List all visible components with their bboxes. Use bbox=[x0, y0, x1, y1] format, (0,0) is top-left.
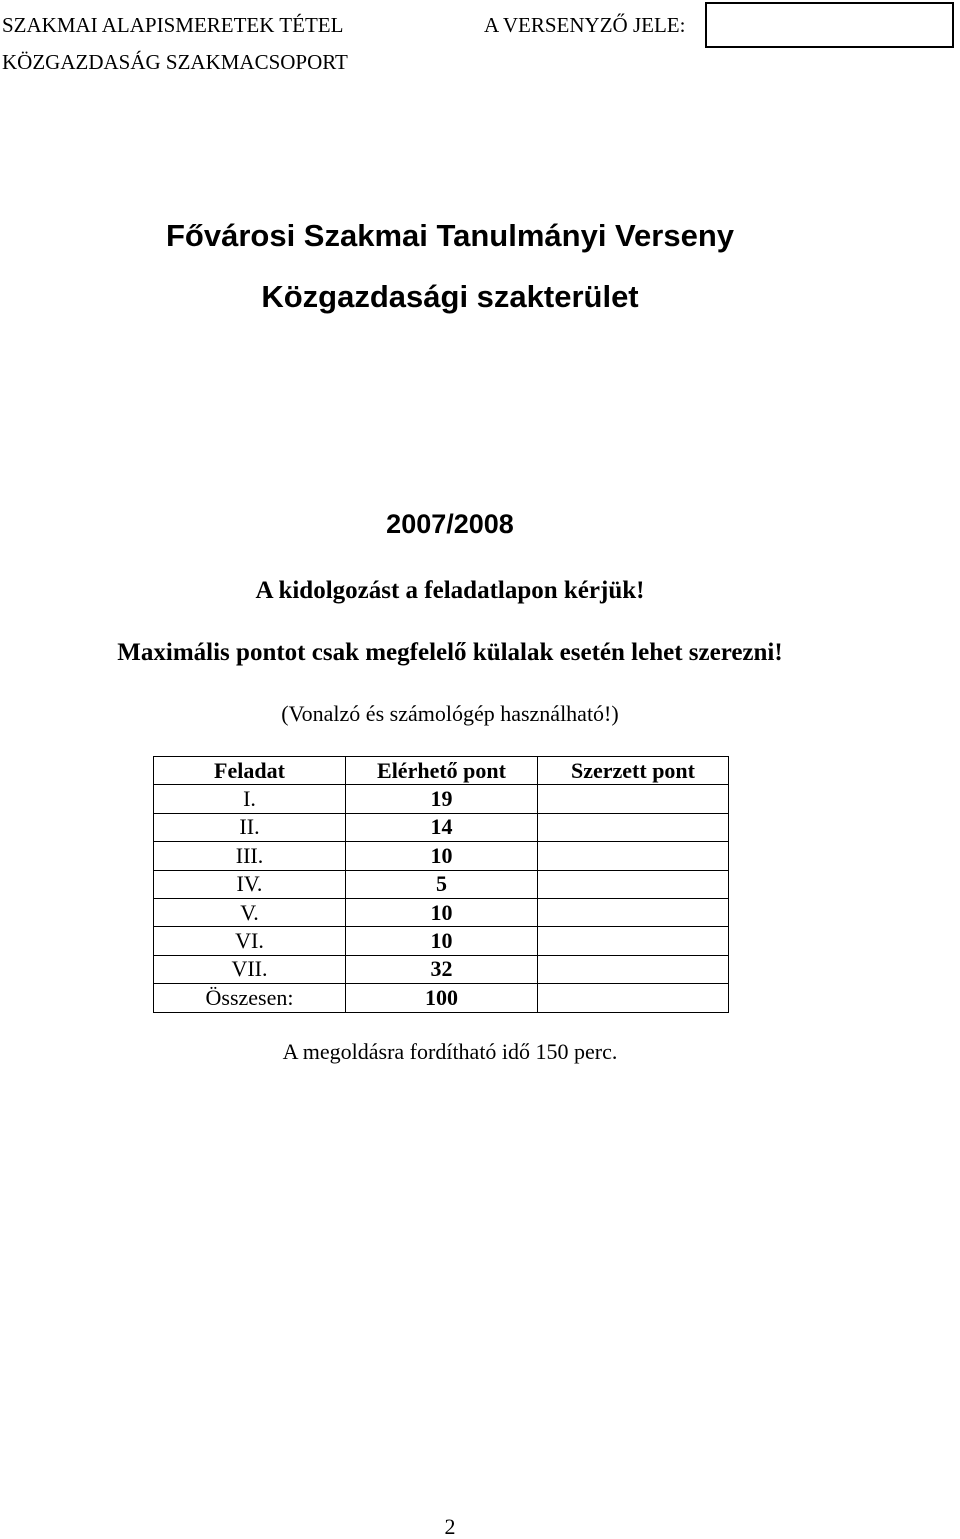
task-cell: V. bbox=[154, 898, 346, 926]
header-earned-points: Szerzett pont bbox=[538, 757, 729, 785]
page-subtitle: Közgazdasági szakterület bbox=[261, 279, 639, 314]
max-points-cell: 19 bbox=[346, 785, 538, 813]
task-cell: I. bbox=[154, 785, 346, 813]
max-points-cell: 14 bbox=[346, 813, 538, 841]
header-subject: SZAKMAI ALAPISMERETEK TÉTEL bbox=[2, 13, 344, 37]
earned-points-cell[interactable] bbox=[538, 898, 729, 926]
page-number: 2 bbox=[444, 1514, 456, 1539]
max-points-cell: 10 bbox=[346, 927, 538, 955]
task-cell: II. bbox=[154, 813, 346, 841]
earned-points-cell[interactable] bbox=[538, 927, 729, 955]
table-row-total bbox=[154, 984, 729, 1012]
instruction-tools: (Vonalzó és számológép használható!) bbox=[281, 701, 619, 726]
max-points-cell: 5 bbox=[346, 870, 538, 898]
school-year: 2007/2008 bbox=[386, 509, 514, 539]
total-label-cell: Összesen: bbox=[154, 984, 346, 1012]
competitor-code-box[interactable] bbox=[705, 2, 954, 48]
header-max-points: Elérhető pont bbox=[346, 757, 538, 785]
table-row bbox=[154, 927, 729, 955]
time-limit-note: A megoldásra fordítható idő 150 perc. bbox=[282, 1039, 618, 1064]
max-points-cell: 10 bbox=[346, 842, 538, 870]
score-table-header bbox=[154, 757, 729, 785]
table-row bbox=[154, 785, 729, 813]
table-row bbox=[154, 870, 729, 898]
instruction-neatness: Maximális pontot csak megfelelő külalak esetén lehet szerezni! bbox=[117, 639, 783, 666]
header-competitor-code-label: A VERSENYZŐ JELE: bbox=[484, 13, 686, 37]
earned-points-cell[interactable] bbox=[538, 813, 729, 841]
header-task: Feladat bbox=[154, 757, 346, 785]
instruction-worksheet: A kidolgozást a feladatlapon kérjük! bbox=[255, 577, 645, 604]
earned-points-cell[interactable] bbox=[538, 842, 729, 870]
earned-points-cell[interactable] bbox=[538, 785, 729, 813]
table-row bbox=[154, 898, 729, 926]
header-group: KÖZGAZDASÁG SZAKMACSOPORT bbox=[2, 50, 348, 74]
table-row bbox=[154, 842, 729, 870]
task-cell: VI. bbox=[154, 927, 346, 955]
earned-points-cell[interactable] bbox=[538, 870, 729, 898]
task-cell: IV. bbox=[154, 870, 346, 898]
task-cell: VII. bbox=[154, 955, 346, 983]
table-row bbox=[154, 813, 729, 841]
table-row bbox=[154, 955, 729, 983]
task-cell: III. bbox=[154, 842, 346, 870]
max-points-cell: 32 bbox=[346, 955, 538, 983]
earned-points-cell[interactable] bbox=[538, 955, 729, 983]
total-max-points-cell: 100 bbox=[346, 984, 538, 1012]
total-earned-points-cell[interactable] bbox=[538, 984, 729, 1012]
page-title: Fővárosi Szakmai Tanulmányi Verseny bbox=[165, 218, 734, 253]
max-points-cell: 10 bbox=[346, 898, 538, 926]
score-table bbox=[153, 756, 729, 1013]
